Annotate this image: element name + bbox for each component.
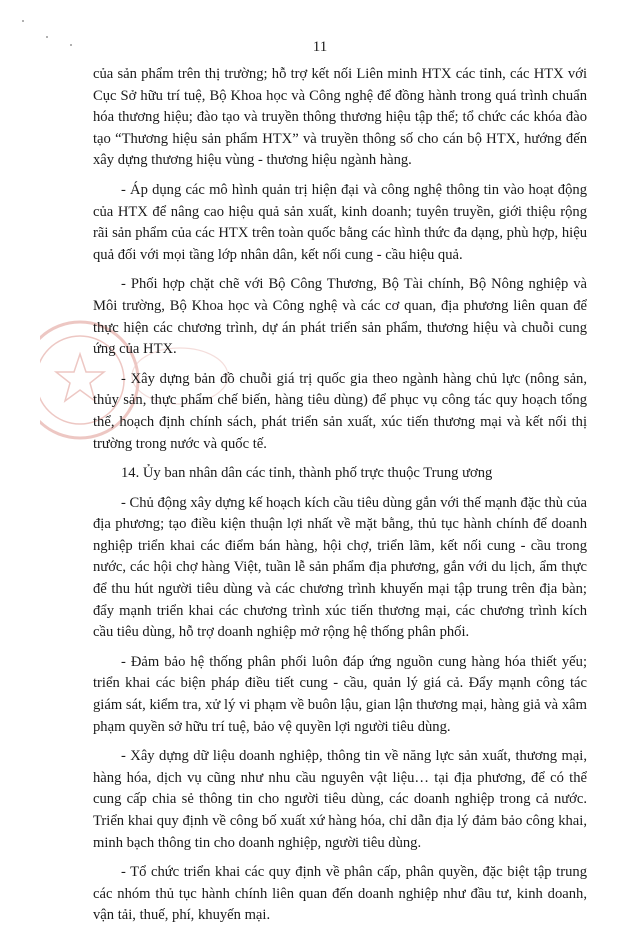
paragraph-bullet-value-chain-map: - Xây dựng bản đồ chuỗi giá trị quốc gia theo ngành hàng chủ lực (nông sản, thủy sản, thực phẩm chế biến, hàng tiêu dùng) để phục vụ công tác quy hoạch tổng thể, hoạch định chính sách, phát triển sản xuất, xúc tiến thương mại và kết nối thị trường trong nước và quốc tế. — [93, 370, 587, 452]
body-text — [93, 64, 587, 935]
scan-speck — [46, 36, 48, 38]
paragraph-bullet-coordination: - Phối hợp chặt chẽ với Bộ Công Thương, Bộ Tài chính, Bộ Nông nghiệp và Môi trường, Bộ Khoa học và Công nghệ và các cơ quan, địa phương liên quan để thực hiện các chương trình, dự án phát triển sản phẩm, thương hiệu và chuỗi cung ứng của HTX. — [93, 276, 587, 358]
paragraph-bullet-management: - Áp dụng các mô hình quản trị hiện đại và công nghệ thông tin vào hoạt động của HTX để nâng cao hiệu quả sản xuất, kinh doanh; tuyên truyền, giới thiệu rộng rãi sản phẩm của các HTX trên toàn quốc bằng các hình thức đa dạng, phù hợp, hiệu quả đối với mọi tầng lớp nhân dân, kết nối cung - cầu hiệu quả. — [93, 181, 587, 263]
paragraph-bullet-distribution: - Đảm bảo hệ thống phân phối luôn đáp ứng nguồn cung hàng hóa thiết yếu; triển khai các biện pháp điều tiết cung - cầu, quản lý giá cả. Đẩy mạnh công tác giám sát, kiểm tra, xử lý vi phạm về buôn lậu, gian lận thương mại, hàng giả và xâm phạm quyền sở hữu trí tuệ, bảo vệ quyền lợi người tiêu dùng. — [93, 653, 587, 735]
page-number: 11 — [312, 39, 328, 55]
paragraph-bullet-business-data: - Xây dựng dữ liệu doanh nghiệp, thông tin về năng lực sản xuất, thương mại, hàng hóa, dịch vụ cũng như nhu cầu nguyên vật liệu… tại địa phương, để có thể cung cấp chia sẻ thông tin cho người tiêu dùng, các doanh nghiệp trong cả nước. Triển khai quy định về công bố xuất xứ hàng hóa, chỉ dẫn địa lý đảm bảo công khai, minh bạch thông tin cho doanh nghiệp, người tiêu dùng. — [93, 748, 587, 851]
paragraph-bullet-decentralization: - Tổ chức triển khai các quy định về phân cấp, phân quyền, đặc biệt tập trung các nhóm thủ tục hành chính liên quan đến doanh nghiệp như đầu tư, kinh doanh, vận tải, thuế, phí, khuyến mại. — [93, 864, 587, 924]
scan-speck — [22, 20, 24, 22]
section-heading-14: 14. Ủy ban nhân dân các tỉnh, thành phố trực thuộc Trung ương — [121, 465, 493, 482]
paragraph-bullet-stimulus-plan: - Chủ động xây dựng kế hoạch kích cầu tiêu dùng gắn với thế mạnh đặc thù của địa phương; tạo điều kiện thuận lợi nhất về mặt bằng, thủ tục hành chính để doanh nghiệp triển khai các điểm bán hàng, hội chợ, triển lãm, kết nối cung - cầu trong nước, các hội chợ hàng Việt, tuần lễ sản phẩm địa phương, gắn với du lịch, ẩm thực để thu hút người tiêu dùng và các chương trình khuyến mại tập trung trên địa bàn; đẩy mạnh triển khai các chương trình xúc tiến thương mại, các chương trình kích cầu tiêu dùng, hỗ trợ doanh nghiệp mở rộng hệ thống phân phối. — [93, 494, 587, 641]
paragraph-continuation: của sản phẩm trên thị trường; hỗ trợ kết nối Liên minh HTX các tỉnh, các HTX với Cục Sở hữu trí tuệ, Bộ Khoa học và Công nghệ để đồng hành trong quá trình chuẩn hóa thương hiệu; đào tạo và truyền thông thương hiệu tập thể; tổ chức các khóa đào tạo “Thương hiệu sản phẩm HTX” và truyền thông số cho cán bộ HTX, hướng đến xây dựng thương hiệu vùng - thương hiệu ngành hàng. — [93, 66, 587, 169]
